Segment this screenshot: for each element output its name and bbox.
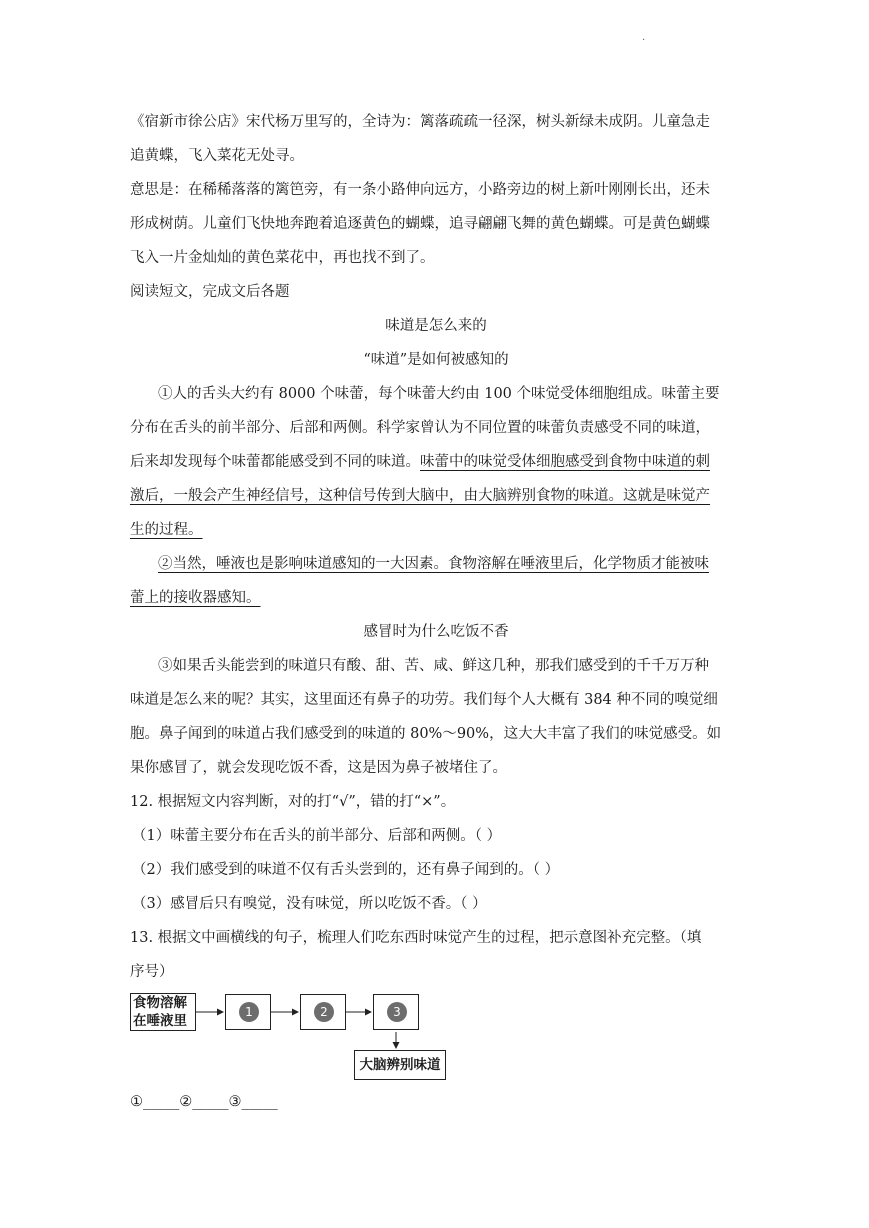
diagram-step-1: [225, 994, 271, 1030]
diagram-step-3: [373, 994, 419, 1030]
paragraph-3-line-1: ③如果舌头能尝到的味道只有酸、甜、苦、咸、鲜这几种，那我们感受到的千千万万种: [158, 658, 709, 674]
question-12-item-1: （1）味蕾主要分布在舌头的前半部分、后部和两侧。（ ）: [132, 828, 502, 844]
paragraph-3-line-2: 味道是怎么来的呢？其实，这里面还有鼻子的功劳。我们每个人大概有 384 种不同的嗅觉细: [130, 692, 718, 708]
poem-meaning-1: 意思是：在稀稀落落的篱笆旁，有一条小路伸向远方，小路旁边的树上新叶刚刚长出，还未: [130, 182, 710, 198]
step-2-number: 2: [314, 1002, 334, 1022]
diagram-start-line-1: 食物溶解: [133, 995, 187, 1011]
diagram-end-box: 大脑辨别味道: [354, 1050, 446, 1080]
question-13-answer-blanks[interactable]: ①_____②_____③_____: [130, 1094, 278, 1110]
header-mark: .: [642, 32, 646, 43]
question-12-item-2: （2）我们感受到的味道不仅有舌头尝到的，还有鼻子闻到的。（ ）: [132, 862, 560, 878]
underlined-sentence-part-3: 生的过程。: [130, 522, 203, 538]
instruction: 阅读短文，完成文后各题: [130, 284, 290, 300]
poem-line-1: 《宿新市徐公店》宋代杨万里写的，全诗为：篱落疏疏一径深，树头新绿未成阴。儿童急走: [130, 114, 710, 130]
paragraph-2-line-2: 蕾上的接收器感知。: [130, 590, 261, 606]
step-1-number: 1: [239, 1002, 259, 1022]
diagram-step-2: [300, 994, 346, 1030]
paragraph-1-line-1: ①人的舌头大约有 8000 个味蕾，每个味蕾大约由 100 个味觉受体细胞组成。味蕾主要: [158, 386, 720, 402]
diagram-start-box: [130, 993, 196, 1031]
underlined-sentence-part-1: 味蕾中的味觉受体细胞感受到食物中味道的刺: [420, 454, 710, 470]
question-12-item-3: （3）感冒后只有嗅觉，没有味觉，所以吃饭不香。（ ）: [132, 896, 487, 912]
section-heading-2: 感冒时为什么吃饭不香: [363, 624, 509, 640]
question-13-stem-line-2: 序号）: [130, 964, 174, 980]
paragraph-1-line-3-plain: 后来却发现每个味蕾都能感受到不同的味道。: [130, 454, 420, 470]
underlined-sentence-part-2: 激后，一般会产生神经信号，这种信号传到大脑中，由大脑辨别食物的味道。这就是味觉产: [130, 488, 710, 504]
paragraph-3-line-3: 胞。鼻子闻到的味道占我们感受到的味道的 80%～90%，这大大丰富了我们的味觉感受。如: [130, 726, 722, 742]
diagram-start-line-2: 在唾液里: [133, 1013, 187, 1029]
article-title: 味道是怎么来的: [385, 318, 487, 334]
paragraph-1-line-2: 分布在舌头的前半部分、后部和两侧。科学家曾认为不同位置的味蕾负责感受不同的味道，: [130, 420, 710, 436]
poem-meaning-3: 飞入一片金灿灿的黄色菜花中，再也找不到了。: [130, 250, 435, 266]
poem-line-2: 追黄蝶，飞入菜花无处寻。: [130, 148, 304, 164]
paragraph-1-line-3: [130, 452, 742, 472]
question-13-stem-line-1: 13. 根据文中画横线的句子，梳理人们吃东西时味觉产生的过程，把示意图补充完整。（填: [130, 930, 702, 946]
paragraph-3-line-4: 果你感冒了，就会发现吃饭不香，这是因为鼻子被堵住了。: [130, 760, 507, 776]
taste-process-diagram: [130, 992, 460, 1082]
poem-meaning-2: 形成树荫。儿童们飞快地奔跑着追逐黄色的蝴蝶，追寻翩翩飞舞的黄色蝴蝶。可是黄色蝴蝶: [130, 216, 710, 232]
step-3-number: 3: [387, 1002, 407, 1022]
paragraph-2-line-1: ②当然，唾液也是影响味道感知的一大因素。食物溶解在唾液里后，化学物质才能被味: [158, 556, 709, 572]
section-heading-1: “味道”是如何被感知的: [363, 352, 509, 368]
question-12-stem: 12. 根据短文内容判断，对的打“√”，错的打“×”。: [130, 794, 456, 810]
